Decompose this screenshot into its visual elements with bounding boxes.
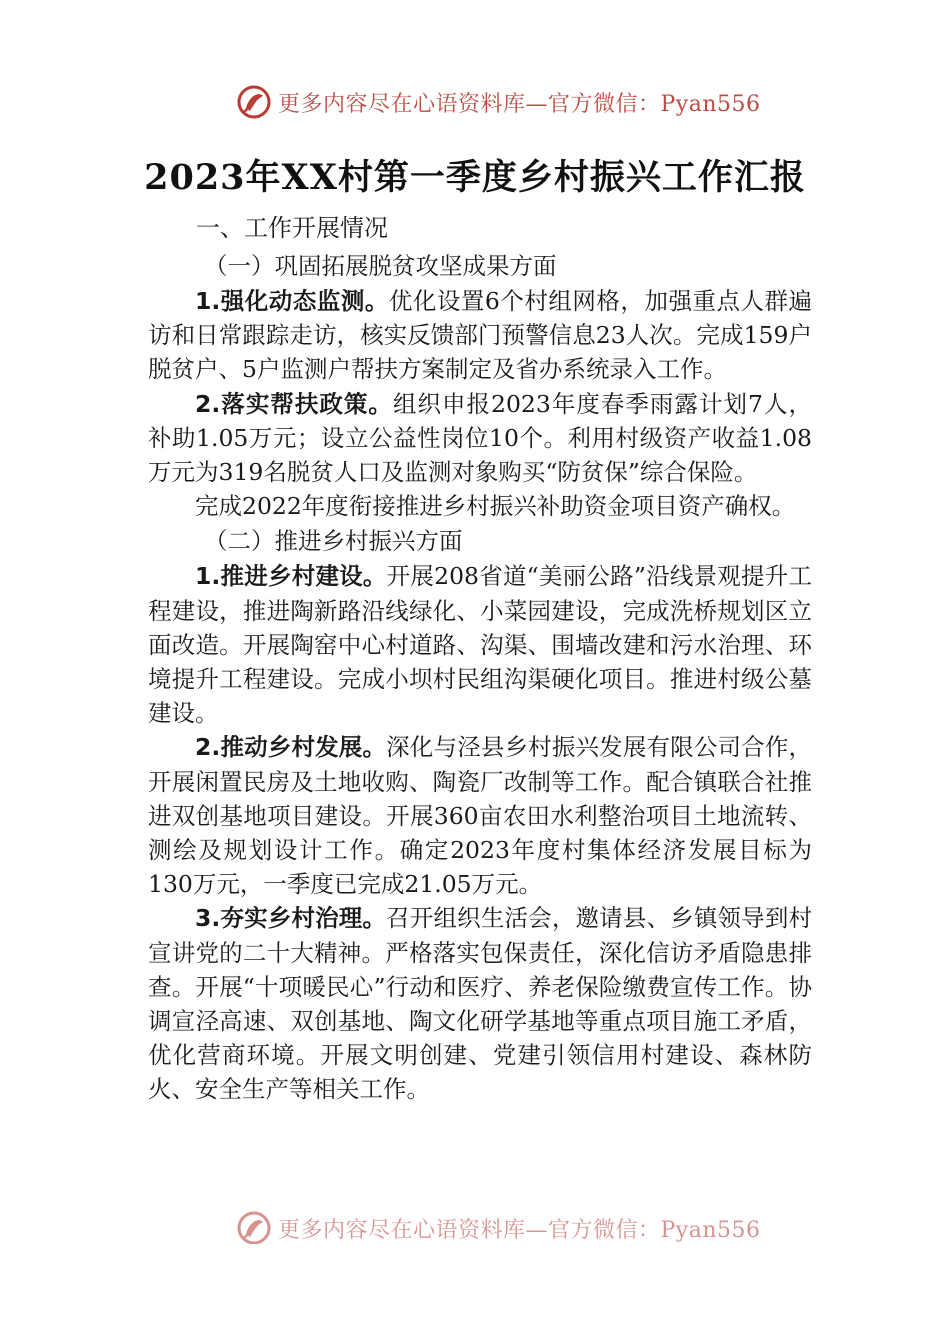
paragraph [148, 901, 812, 1106]
watermark-banner-bottom [0, 1204, 950, 1244]
paragraph-lead: 3.夯实乡村治理。 [195, 904, 387, 933]
watermark-text: 更多内容尽在心语资料库—官方微信：Pyan556 [278, 1217, 761, 1243]
document-body [148, 208, 812, 1107]
subsection-heading: （二）推进乡村振兴方面 [204, 527, 463, 556]
paragraph-text: 完成2022年度衔接推进乡村振兴补助资金项目资产确权。 [195, 492, 796, 521]
paragraph-text: 组织申报2023年度春季雨露计划7人，补助1.05万元；设立公益性岗位10个。利用村级资产收益1.08万元为319名脱贫人口及监测对象购买“防贫保”综合保险。 [148, 389, 812, 487]
paragraph [148, 730, 812, 901]
paragraph-text: 优化设置6个村组网格，加强重点人群遍访和日常跟踪走访，核实反馈部门预警信息23人次。完成159户脱贫户、5户监测户帮扶方案制定及省办系统录入工作。 [148, 287, 813, 384]
paragraph-text: 召开组织生活会，邀请县、乡镇领导到村宣讲党的二十大精神。严格落实包保责任，深化信访矛盾隐患排查。开展“十项暖民心”行动和医疗、养老保险缴费宣传工作。协调宣泾高速、双创基地、陶文化研学基地等重点项目施工矛盾，优化营商环境。开展文明创建、党建引领信用村建设、森林防火、安全生产等相关工作。 [148, 904, 813, 1104]
subsection-heading: （一）巩固拓展脱贫攻坚成果方面 [204, 252, 557, 280]
paragraph-lead: 2.落实帮扶政策。 [195, 389, 393, 418]
paragraph [148, 387, 812, 490]
paragraph-lead: 1.推进乡村建设。 [195, 562, 387, 591]
paragraph-lead: 2.推动乡村发展。 [195, 733, 387, 762]
paragraph-text: 开展208省道“美丽公路”沿线景观提升工程建设，推进陶新路沿线绿化、小菜园建设，完成洗桥规划区立面改造。开展陶窑中心村道路、沟渠、围墙改建和污水治理、环境提升工程建设。完成小坝村民组沟渠硬化项目。推进村级公墓建设。 [148, 562, 813, 728]
paragraph [148, 559, 812, 730]
paragraph [148, 284, 812, 387]
logo-icon [236, 84, 272, 120]
section-heading: 一、工作开展情况 [196, 214, 388, 242]
paragraph-lead: 1.强化动态监测。 [195, 287, 389, 315]
watermark-text: 更多内容尽在心语资料库—官方微信：Pyan556 [278, 91, 761, 117]
watermark-banner-top [0, 82, 950, 122]
paragraph [148, 489, 812, 523]
document-title: 2023年XX村第一季度乡村振兴工作汇报 [144, 157, 806, 198]
logo-icon [236, 1210, 272, 1244]
paragraph-text: 深化与泾县乡村振兴发展有限公司合作，开展闲置民房及土地收购、陶瓷厂改制等工作。配合镇联合社推进双创基地项目建设。开展360亩农田水利整治项目土地流转、测绘及规划设计工作。确定2023年度村集体经济发展目标为130万元，一季度已完成21.05万元。 [148, 733, 813, 899]
